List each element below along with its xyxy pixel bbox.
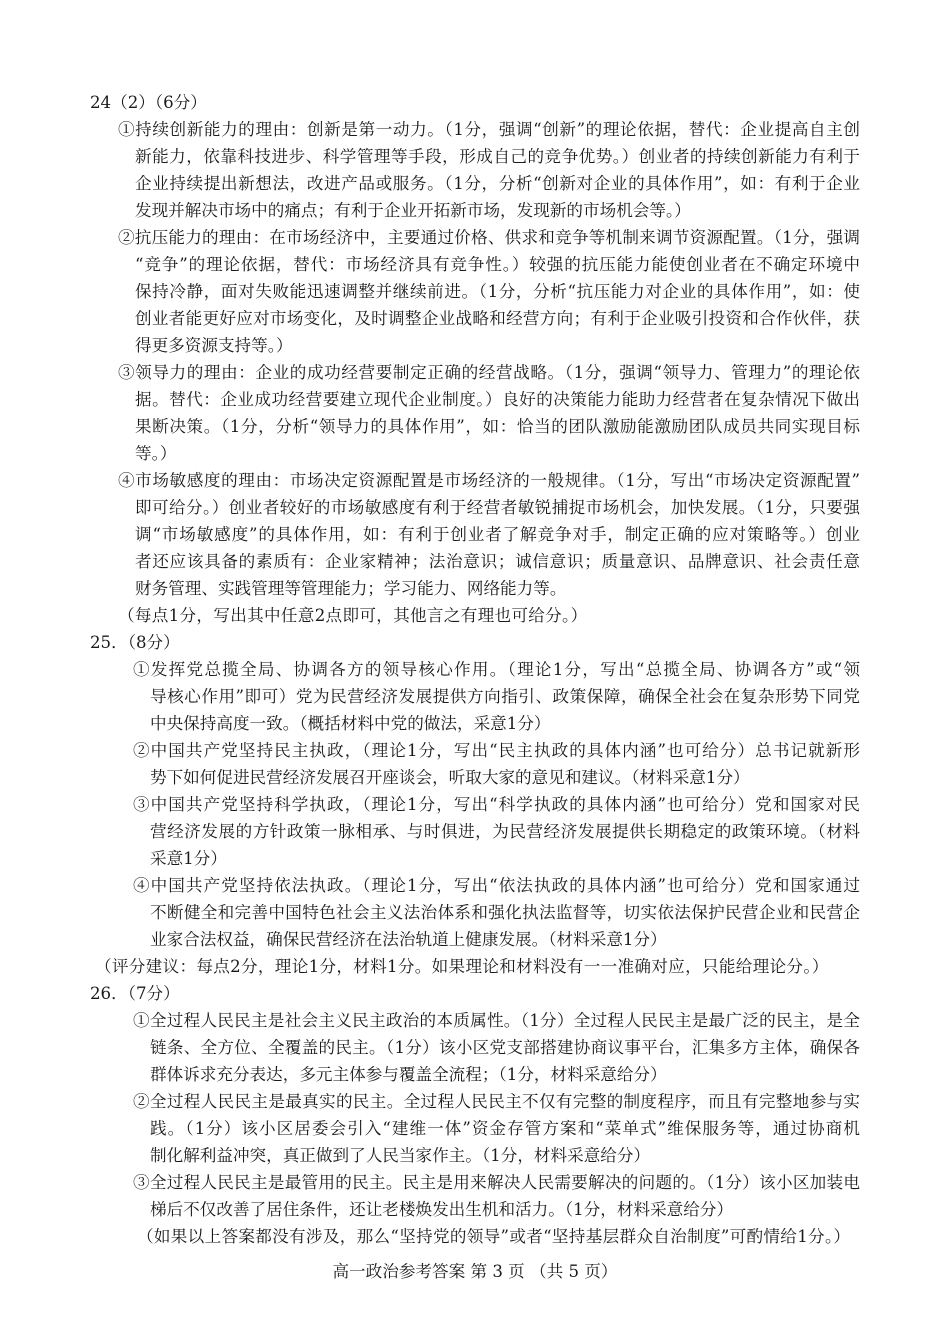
answer-line: ①发挥党总揽全局、协调各方的领导核心作用。（理论1分，写出“总揽全局、协调各方”或“领 (133, 660, 860, 679)
answer-point (0, 872, 950, 953)
answer-line: ④中国共产党坚持依法执政。（理论1分，写出“依法执政的具体内涵”也可给分）党和国家通过 (133, 876, 860, 895)
answer-line: ②全过程人民民主是最真实的民主。全过程人民民主不仅有完整的制度程序，而且有完整地参与实 (133, 1092, 860, 1111)
answer-line: 群体诉求充分表达，多元主体参与覆盖全流程；（1分，材料采意给分） (150, 1065, 667, 1084)
answer-point (0, 467, 950, 602)
scoring-note: （如果以上答案都没有涉及，那么“坚持党的领导”或者“坚持基层群众自治制度”可酌情给1分。） (137, 1227, 851, 1246)
answer-line: 采意1分） (150, 849, 227, 868)
answer-line: 制化解利益冲突，真正做到了人民当家作主。（1分，材料采意给分） (150, 1146, 651, 1165)
answer-line: 即可给分。）创业者较好的市场敏感度有利于经营者敏锐捕捉市场机会，加快发展。（1分，只要强 (135, 498, 860, 517)
answer-line: 中央保持高度一致。（概括材料中党的做法，采意1分） (150, 714, 551, 733)
question-heading: 26．（7分） (90, 984, 180, 1003)
page-footer: 高一政治参考答案 第 3 页 （共 5 页） (332, 1262, 618, 1281)
answer-line: ②抗压能力的理由：在市场经济中，主要通过价格、供求和竞争等机制来调节资源配置。（1分，强调 (118, 228, 860, 247)
answer-point (0, 1007, 950, 1088)
question-section (0, 629, 950, 980)
answer-line: 据。替代：企业成功经营要建立现代企业制度。）良好的决策能力能助力经营者在复杂情况下做出 (135, 390, 860, 409)
answer-line: 者还应该具备的素质有：企业家精神；法治意识；诚信意识；质量意识、品牌意识、社会责任意 (135, 552, 860, 571)
answer-line: 发现并解决市场中的痛点；有利于企业开拓新市场，发现新的市场机会等。） (135, 201, 691, 220)
answer-line: 财务管理、实践管理等管理能力；学习能力、网络能力等。 (135, 579, 567, 598)
answer-line: ③领导力的理由：企业的成功经营要制定正确的经营战略。（1分，强调“领导力、管理力”的理论依 (118, 363, 860, 382)
answer-point (0, 737, 950, 791)
answer-line: 营经济发展的方针政策一脉相承、与时俱进，为民营经济发展提供长期稳定的政策环境。（材料 (150, 822, 860, 841)
answer-line: ③全过程人民民主是最管用的民主。民主是用来解决人民需要解决的问题的。（1分）该小区加装电 (133, 1173, 860, 1192)
answer-line: 得更多资源支持等。） (135, 336, 293, 355)
answer-line: 果断决策。（1分，分析“领导力的具体作用”，如：恰当的团队激励能激励团队成员共同实现目标 (135, 417, 860, 436)
answer-line: “竞争”的理论依据，替代：市场经济具有竞争性。）较强的抗压能力能使创业者在不确定环境中 (135, 255, 860, 274)
answer-line: 等。） (135, 444, 177, 463)
answer-point (0, 116, 950, 224)
scoring-note: （评分建议：每点2分，理论1分，材料1分。如果理论和材料没有一一准确对应，只能给理论分。） (95, 957, 829, 976)
answer-point (0, 1088, 950, 1169)
answer-point (0, 791, 950, 872)
answer-line: 业家合法权益，确保民营经济在法治轨道上健康发展。（材料采意1分） (150, 930, 667, 949)
answer-point (0, 656, 950, 737)
answer-point (0, 1169, 950, 1223)
question-section (0, 89, 950, 629)
answer-line: 企业持续提出新想法，改进产品或服务。（1分，分析“创新对企业的具体作用”，如：有利于企业 (135, 174, 860, 193)
answer-line: ①持续创新能力的理由：创新是第一动力。（1分，强调“创新”的理论依据，替代：企业提高自主创 (118, 120, 860, 139)
answer-line: 创业者能更好应对市场变化，及时调整企业战略和经营方向；有利于企业吸引投资和合作伙伴，获 (135, 309, 860, 328)
question-heading: 24（2）（6分） (90, 93, 207, 112)
answer-line: 梯后不仅改善了居住条件，还让老楼焕发出生机和活力。（1分，材料采意给分） (150, 1200, 734, 1219)
answer-line: 新能力，依靠科技进步、科学管理等手段，形成自己的竞争优势。）创业者的持续创新能力有利于 (135, 147, 860, 166)
answer-line: 保持冷静，面对失败能迅速调整并继续前进。（1分，分析“抗压能力对企业的具体作用”，如：使 (135, 282, 860, 301)
answer-document (0, 89, 950, 1250)
answer-line: 导核心作用”即可）党为民营经济发展提供方向指引、政策保障，确保全社会在复杂形势下同党 (150, 687, 860, 706)
answer-point (0, 359, 950, 467)
answer-line: 链条、全方位、全覆盖的民主。（1分）该小区党支部搭建协商议事平台，汇集多方主体，确保各 (150, 1038, 860, 1057)
answer-line: 不断健全和完善中国特色社会主义法治体系和强化执法监督等，切实依法保护民营企业和民营企 (150, 903, 860, 922)
question-section (0, 980, 950, 1250)
answer-line: 践。（1分）该小区居委会引入“建维一体”资金存管方案和“菜单式”维保服务等，通过协商机 (150, 1119, 860, 1138)
answer-line: ③中国共产党坚持科学执政，（理论1分，写出“科学执政的具体内涵”也可给分）党和国家对民 (133, 795, 860, 814)
answer-line: 势下如何促进民营经济发展召开座谈会，听取大家的意见和建议。（材料采意1分） (150, 768, 750, 787)
answer-line: ④市场敏感度的理由：市场决定资源配置是市场经济的一般规律。（1分，写出“市场决定资源配置” (118, 471, 860, 490)
answer-line: ②中国共产党坚持民主执政，（理论1分，写出“民主执政的具体内涵”也可给分）总书记就新形 (133, 741, 860, 760)
scoring-note: （每点1分，写出其中任意2点即可，其他言之有理也可给分。） (118, 606, 588, 625)
answer-point (0, 224, 950, 359)
question-heading: 25．（8分） (90, 633, 180, 652)
answer-line: ①全过程人民民主是社会主义民主政治的本质属性。（1分）全过程人民民主是最广泛的民主，是全 (133, 1011, 860, 1030)
answer-line: 调“市场敏感度”的具体作用，如：有利于创业者了解竞争对手，制定正确的应对策略等。）创业 (135, 525, 860, 544)
